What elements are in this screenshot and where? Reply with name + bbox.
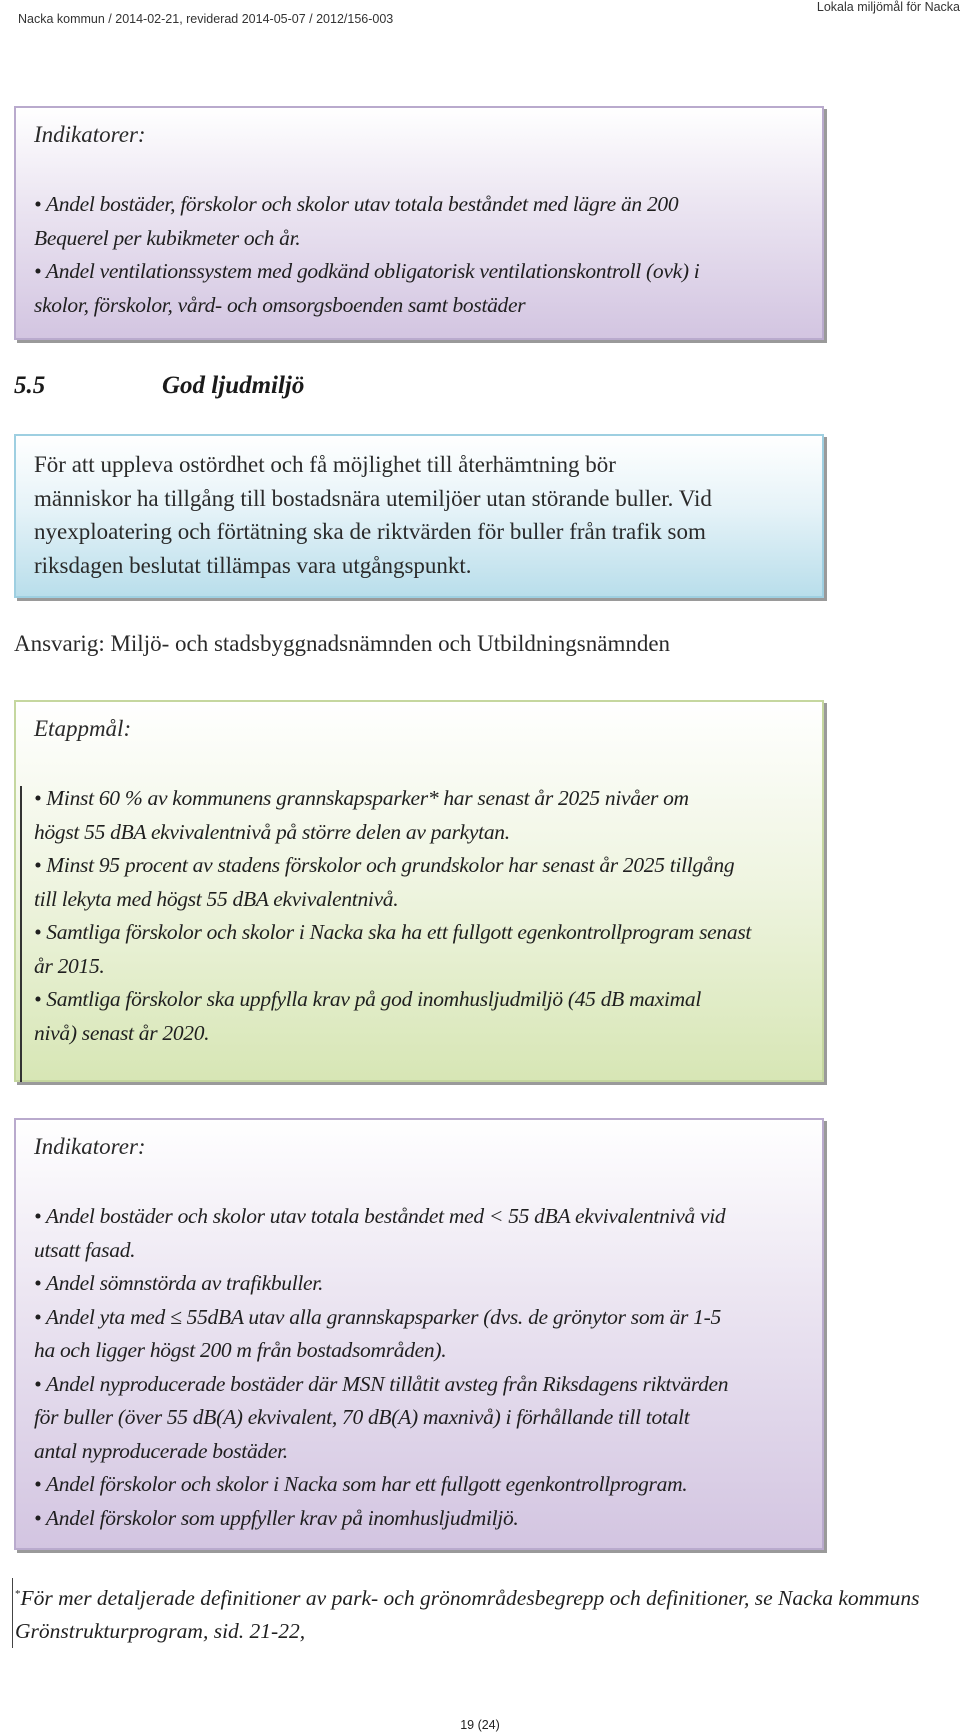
indicators-list (34, 1200, 804, 1535)
milestones-box (14, 700, 824, 1082)
footnote-line-1 (15, 1578, 950, 1615)
list-item: för buller (över 55 dB(A) ekvivalent, 70 dB(A) maxnivå) i förhållande till totalt (34, 1405, 690, 1429)
goal-text (34, 448, 808, 582)
goal-line: människor ha tillgång till bostadsnära utemiljöer utan störande buller. Vid (34, 485, 712, 511)
goal-line: riksdagen beslutat tillämpas vara utgångspunkt. (34, 552, 472, 578)
goal-line: nyexploatering och förtätning ska de riktvärden för buller från trafik som (34, 519, 706, 544)
list-item: • Andel sömnstörda av trafikbuller. (34, 1271, 324, 1295)
list-item: • Andel nyproducerade bostäder där MSN tillåtit avsteg från Riksdagens riktvärden (34, 1371, 729, 1396)
list-item: Bequerel per kubikmeter och år. (34, 225, 301, 250)
list-item: till lekyta med högst 55 dBA ekvivalentnivå. (34, 886, 399, 911)
list-item: skolor, förskolor, vård- och omsorgsboenden samt bostäder (34, 292, 526, 317)
list-item: antal nyproducerade bostäder. (34, 1438, 288, 1463)
list-item: • Andel yta med ≤ 55dBA utav alla grannskapsparker (dvs. de grönytor som är 1-5 (34, 1304, 721, 1329)
footnote-line-2: Grönstrukturprogram, sid. 21-22, (15, 1619, 306, 1644)
list-item: • Samtliga förskolor och skolor i Nacka ska ha ett fullgott egenkontrollprogram senast (34, 920, 752, 944)
list-item: nivå) senast år 2020. (34, 1020, 210, 1045)
indicators-list (34, 188, 804, 322)
change-bar (20, 786, 22, 1082)
indicators-heading: Indikatorer: (34, 1134, 146, 1159)
section-title: God ljudmiljö (162, 372, 305, 399)
list-item: högst 55 dBA ekvivalentnivå på större delen av parkytan. (34, 819, 510, 844)
list-item: • Andel förskolor som uppfyller krav på inomhusljudmiljö. (34, 1505, 519, 1530)
list-item: • Minst 95 procent av stadens förskolor och grundskolor har senast år 2025 tillgång (34, 853, 735, 877)
list-item: • Andel ventilationssystem med godkänd obligatorisk ventilationskontroll (ovk) i (34, 259, 700, 283)
responsibility-line: Ansvarig: Miljö- och stadsbyggnadsnämnden och Utbildningsnämnden (14, 631, 671, 656)
list-item: • Andel bostäder, förskolor och skolor utav totala beståndet med lägre än 200 (34, 192, 679, 216)
list-item: • Minst 60 % av kommunens grannskapsparker* har senast år 2025 nivåer om (34, 786, 689, 810)
header-document-title: Lokala miljömål för Nacka (816, 0, 960, 14)
header-document-reference: Nacka kommun / 2014-02-21, reviderad 2014-05-07 / 2012/156-003 (18, 12, 394, 26)
goal-line: För att uppleva ostördhet och få möjlighet till återhämtning bör (34, 452, 616, 477)
list-item: • Andel förskolor och skolor i Nacka som har ett fullgott egenkontrollprogram. (34, 1472, 688, 1496)
section-heading (14, 372, 304, 400)
list-item: år 2015. (34, 953, 105, 978)
list-item: • Andel bostäder och skolor utav totala beståndet med < 55 dBA ekvivalentnivå vid (34, 1204, 726, 1228)
list-item: utsatt fasad. (34, 1237, 136, 1262)
footnote (12, 1578, 950, 1648)
section-number: 5.5 (14, 372, 46, 399)
goal-box (14, 434, 824, 598)
milestones-list (34, 782, 804, 1050)
indicators-box-noise (14, 1118, 824, 1550)
list-item: ha och ligger högst 200 m från bostadsområden). (34, 1338, 447, 1362)
indicators-box-radon (14, 106, 824, 340)
indicators-heading: Indikatorer: (34, 122, 146, 147)
footnote-marker: * (15, 1588, 21, 1600)
page-number: 19 (24) (460, 1718, 500, 1732)
milestones-heading: Etappmål: (34, 716, 132, 741)
list-item: • Samtliga förskolor ska uppfylla krav på god inomhusljudmiljö (45 dB maximal (34, 987, 702, 1011)
footnote-text: För mer detaljerade definitioner av park- och grönområdesbegrepp och definitioner, se Nacka kommuns (20, 1586, 920, 1611)
